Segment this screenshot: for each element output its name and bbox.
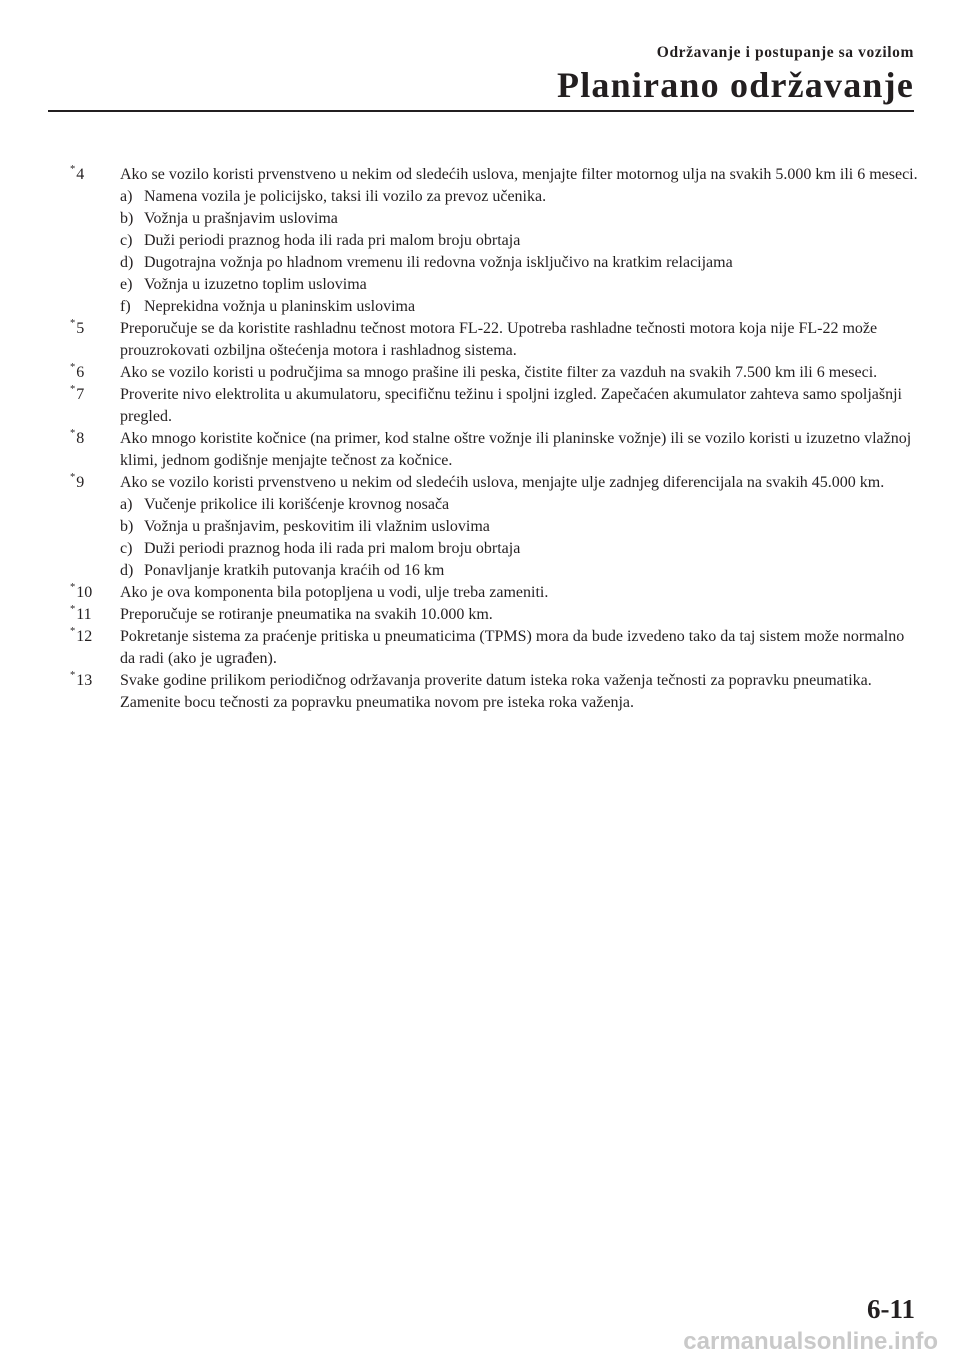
condition-item (120, 296, 920, 318)
condition-letter: c) (120, 540, 133, 557)
section-heading: Održavanje i postupanje sa vozilom (656, 44, 914, 61)
watermark: carmanualsonline.info (683, 1328, 938, 1355)
footnote-asterisk: * (70, 317, 76, 329)
footnote-list (70, 164, 920, 714)
page-title: Planirano održavanje (557, 65, 914, 105)
footnote-item (70, 428, 920, 472)
footnote-item (70, 362, 920, 384)
footnote-asterisk: * (70, 427, 76, 439)
header-rule (48, 110, 914, 112)
condition-text: Vožnja u izuzetno toplim uslovima (144, 276, 367, 293)
page-header (557, 44, 914, 105)
footnote-number (70, 604, 92, 626)
footnote-index: 10 (76, 584, 93, 601)
footnote-number (70, 362, 84, 384)
condition-text: Namena vozila je policijsko, taksi ili vozilo za prevoz učenika. (144, 188, 547, 205)
footnote-asterisk: * (70, 361, 76, 373)
footnote-number (70, 670, 92, 692)
condition-text: Duži periodi praznog hoda ili rada pri malom broju obrtaja (144, 232, 521, 249)
condition-letter: d) (120, 562, 134, 579)
footnote-item (70, 604, 920, 626)
footnote-text: Ako je ova komponenta bila potopljena u vodi, ulje treba zameniti. (120, 584, 549, 601)
footnote-index: 6 (76, 364, 85, 381)
condition-item (120, 516, 920, 538)
footnote-number (70, 472, 84, 494)
footnote-text: Pokretanje sistema za praćenje pritiska u pneumaticima (TPMS) mora da bude izvedeno tako da taj sistem može normalno da radi (ako je ugrađen). (120, 628, 905, 667)
footnote-asterisk: * (70, 383, 76, 395)
footnote-number (70, 428, 84, 450)
condition-text: Vučenje prikolice ili korišćenje krovnog nosača (144, 496, 450, 513)
footnote-asterisk: * (70, 603, 76, 615)
footnote-asterisk: * (70, 625, 76, 637)
footnote-text: Ako se vozilo koristi prvenstveno u nekim od sledećih uslova, menjajte filter motornog ulja na svakih 5.000 km ili 6 meseci. (120, 166, 918, 183)
footnote-item (70, 582, 920, 604)
footnote-index: 4 (76, 166, 85, 183)
condition-item (120, 274, 920, 296)
condition-letter: d) (120, 254, 134, 271)
condition-item (120, 186, 920, 208)
footnote-number (70, 318, 84, 340)
footnote-text: Ako se vozilo koristi u područjima sa mnogo prašine ili peska, čistite filter za vazduh na svakih 7.500 km ili 6 meseci. (120, 364, 878, 381)
footnote-number (70, 384, 84, 406)
condition-letter: b) (120, 518, 134, 535)
footnote-index: 7 (76, 386, 85, 403)
condition-letter: a) (120, 496, 133, 513)
condition-text: Neprekidna vožnja u planinskim uslovima (144, 298, 416, 315)
footnote-asterisk: * (70, 471, 76, 483)
condition-item (120, 208, 920, 230)
footnote-item (70, 670, 920, 714)
footnote-index: 11 (76, 606, 92, 623)
condition-letter: f) (120, 298, 131, 315)
page-number: 6-11 (866, 1294, 915, 1324)
condition-text: Duži periodi praznog hoda ili rada pri malom broju obrtaja (144, 540, 521, 557)
footnote-number (70, 164, 84, 186)
condition-letter: c) (120, 232, 133, 249)
footnote-text: Ako se vozilo koristi prvenstveno u nekim od sledećih uslova, menjajte ulje zadnjeg diferencijala na svakih 45.000 km. (120, 474, 885, 491)
condition-text: Ponavljanje kratkih putovanja kraćih od 16 km (144, 562, 445, 579)
footnote-item (70, 472, 920, 582)
footnote-text: Preporučuje se da koristite rashladnu tečnost motora FL-22. Upotreba rashladne tečnosti motora koja nije FL-22 može prouzrokovati ozbiljna oštećenja motora i rashladnog sistema. (120, 320, 878, 359)
footnote-item (70, 384, 920, 428)
footnote-number (70, 626, 92, 648)
condition-letter: a) (120, 188, 133, 205)
condition-item (120, 252, 920, 274)
footnote-text: Proverite nivo elektrolita u akumulatoru, specifičnu težinu i spoljni izgled. Zapečaćen akumulator zahteva samo spoljašnji pregled. (120, 386, 902, 425)
condition-letter: e) (120, 276, 133, 293)
condition-item (120, 538, 920, 560)
footnote-asterisk: * (70, 581, 76, 593)
footnote-index: 13 (76, 672, 93, 689)
footnote-index: 8 (76, 430, 85, 447)
condition-letter: b) (120, 210, 134, 227)
footnote-index: 5 (76, 320, 85, 337)
footnote-number (70, 582, 92, 604)
footnote-text: Preporučuje se rotiranje pneumatika na svakih 10.000 km. (120, 606, 493, 623)
footnote-asterisk: * (70, 163, 76, 175)
condition-text: Vožnja u prašnjavim uslovima (144, 210, 338, 227)
footnote-item (70, 164, 920, 318)
footnote-index: 9 (76, 474, 85, 491)
footnote-item (70, 318, 920, 362)
condition-text: Vožnja u prašnjavim, peskovitim ili vlažnim uslovima (144, 518, 490, 535)
condition-text: Dugotrajna vožnja po hladnom vremenu ili redovna vožnja isključivo na kratkim relacijama (144, 254, 733, 271)
footnote-item (70, 626, 920, 670)
footnote-text: Svake godine prilikom periodičnog održavanja proverite datum isteka roka važenja tečnosti za popravku pneumatika. Zamenite bocu tečnosti za popravku pneumatika novom pre isteka roka važenja. (120, 672, 872, 711)
condition-item (120, 494, 920, 516)
footnote-text: Ako mnogo koristite kočnice (na primer, kod stalne oštre vožnje ili planinske vožnje) ili se vozilo koristi u izuzetno vlažnoj klimi, jednom godišnje menjajte tečnost za kočnice. (120, 430, 912, 469)
condition-item (120, 230, 920, 252)
footnote-asterisk: * (70, 669, 76, 681)
footnote-index: 12 (76, 628, 93, 645)
condition-item (120, 560, 920, 582)
